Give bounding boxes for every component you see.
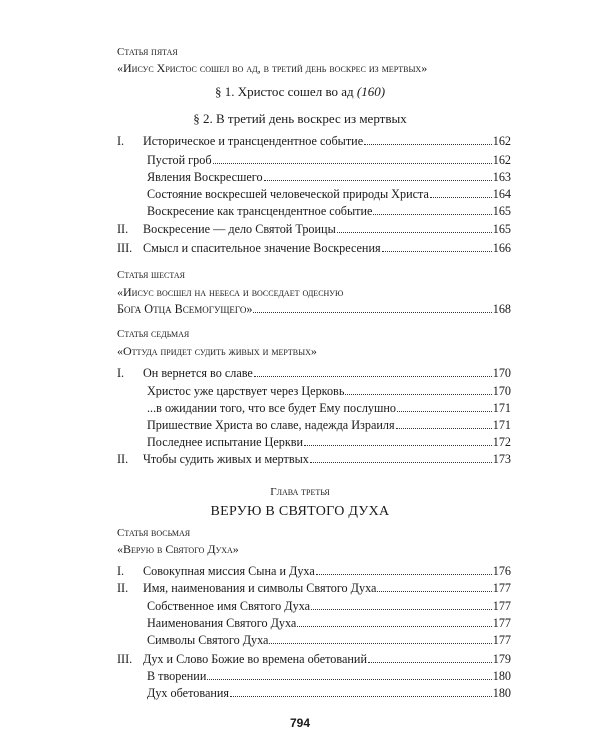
toc-entry[interactable] <box>117 302 511 316</box>
toc-entry-page: 171 <box>492 418 511 432</box>
article-5-title: «Иисус Христос сошел во ад, в третий день воскрес из мертвых» <box>117 61 428 75</box>
toc-entry-title: Символы Святого Духа <box>147 633 269 647</box>
toc-entry-page: 166 <box>492 241 511 255</box>
toc-entry-page: 176 <box>492 564 511 578</box>
dot-leader <box>264 170 492 181</box>
toc-entry-title: В творении <box>147 669 207 683</box>
toc-entry-page: 172 <box>492 435 511 449</box>
toc-subentry[interactable] <box>147 418 511 432</box>
dot-leader <box>382 241 492 252</box>
dot-leader <box>364 134 492 145</box>
toc-entry-page: 173 <box>492 452 511 466</box>
dot-leader <box>373 204 491 215</box>
toc-entry-title: Дух обетования <box>147 686 230 700</box>
toc-subentry[interactable] <box>147 435 511 449</box>
toc-subentry[interactable] <box>147 153 511 167</box>
toc-entry[interactable] <box>117 366 511 380</box>
toc-entry-page: 170 <box>492 384 511 398</box>
toc-entry-number: I. <box>117 134 125 148</box>
toc-entry-number: II. <box>117 452 129 466</box>
toc-entry-page: 177 <box>492 581 511 595</box>
toc-entry-number: III. <box>117 241 133 255</box>
toc-entry-number: I. <box>117 564 125 578</box>
article-8-label: Статья восьмая <box>117 527 191 539</box>
toc-entry-page: 177 <box>492 633 511 647</box>
toc-entry-title: Собственное имя Святого Духа <box>147 599 311 613</box>
toc-entry-title: Историческое и трансцендентное событие <box>143 134 364 148</box>
toc-entry-page: 162 <box>492 134 511 148</box>
chapter-label: Глава третья <box>270 486 330 498</box>
toc-subentry[interactable] <box>147 170 511 184</box>
toc-entry-page: 177 <box>492 616 511 630</box>
toc-entry[interactable] <box>117 581 511 595</box>
toc-entry-title: Последнее испытание Церкви <box>147 435 304 449</box>
dot-leader <box>230 686 492 697</box>
chapter-title: ВЕРУЮ В СВЯТОГО ДУХА <box>210 504 390 519</box>
dot-leader <box>311 599 492 610</box>
toc-entry-title: Воскресение — дело Святой Троицы <box>143 222 336 236</box>
article-7-title: «Оттуда придет судить живых и мертвых» <box>117 344 317 358</box>
toc-entry-number: II. <box>117 222 129 236</box>
toc-entry-title: Совокупная миссия Сына и Духа <box>143 564 315 578</box>
toc-subentry[interactable] <box>147 187 511 201</box>
toc-entry-title: Явления Воскресшего <box>147 170 263 184</box>
toc-entry-page: 179 <box>492 652 511 666</box>
dot-leader <box>310 452 492 463</box>
section-1-title: § 1. Христос сошел во ад <box>214 84 354 99</box>
page-number: 794 <box>289 716 311 730</box>
dot-leader <box>337 222 492 233</box>
article-6-title-line-1: «Иисус восшел на небеса и восседает одесную <box>117 285 344 299</box>
article-6-title-line-2: Бога Отца Всемогущего» <box>117 302 253 316</box>
toc-entry[interactable] <box>117 452 511 466</box>
toc-subentry[interactable] <box>147 669 511 683</box>
toc-entry-page: 177 <box>492 599 511 613</box>
toc-entry-page: 162 <box>492 153 511 167</box>
article-7-label: Статья седьмая <box>117 328 190 340</box>
toc-subentry[interactable] <box>147 616 511 630</box>
dot-leader <box>316 564 492 575</box>
toc-entry-number: I. <box>117 366 125 380</box>
toc-entry-page: 165 <box>492 204 511 218</box>
article-6-label: Статья шестая <box>117 269 185 281</box>
toc-subentry[interactable] <box>147 401 511 415</box>
toc-entry-page: 163 <box>492 170 511 184</box>
toc-entry-title: Имя, наименования и символы Святого Духа <box>143 581 377 595</box>
dot-leader <box>254 366 492 377</box>
dot-leader <box>304 435 492 446</box>
dot-leader <box>368 652 492 663</box>
toc-entry-title: Воскресение как трансцендентное событие <box>147 204 373 218</box>
dot-leader <box>430 187 492 198</box>
toc-entry-title: Пришествие Христа во славе, надежда Израиля <box>147 418 395 432</box>
toc-entry-number: II. <box>117 581 129 595</box>
toc-entry-title: Состояние воскресшей человеческой природы Христа <box>147 187 429 201</box>
toc-entry-page: 180 <box>492 669 511 683</box>
toc-entry-title: Наименования Святого Духа <box>147 616 297 630</box>
article-5-label: Статья пятая <box>117 46 178 58</box>
toc-entry-title: Христос уже царствует через Церковь <box>147 384 345 398</box>
dot-leader <box>297 616 491 627</box>
toc-subentry[interactable] <box>147 204 511 218</box>
toc-entry[interactable] <box>117 134 511 148</box>
toc-entry[interactable] <box>117 652 511 666</box>
toc-entry-title: Чтобы судить живых и мертвых <box>143 452 309 466</box>
section-1-heading <box>0 84 600 100</box>
toc-entry-title: Дух и Слово Божие во времена обетований <box>143 652 367 666</box>
section-2-heading: § 2. В третий день воскрес из мертвых <box>193 111 407 126</box>
toc-entry-page: 180 <box>492 686 511 700</box>
toc-subentry[interactable] <box>147 599 511 613</box>
dot-leader <box>269 633 491 644</box>
toc-entry-number: III. <box>117 652 133 666</box>
toc-entry-title: Он вернется во славе <box>143 366 253 380</box>
article-8-title: «Верую в Святого Духа» <box>117 542 239 556</box>
toc-entry-page: 168 <box>492 302 511 316</box>
section-1-page: (160) <box>356 84 386 99</box>
toc-entry[interactable] <box>117 222 511 236</box>
toc-subentry[interactable] <box>147 633 511 647</box>
toc-entry-page: 171 <box>492 401 511 415</box>
dot-leader <box>397 401 492 412</box>
toc-subentry[interactable] <box>147 384 511 398</box>
toc-entry[interactable] <box>117 564 511 578</box>
dot-leader <box>345 384 491 395</box>
toc-entry-page: 165 <box>492 222 511 236</box>
toc-subentry[interactable] <box>147 686 511 700</box>
toc-entry-title: Пустой гроб <box>147 153 212 167</box>
dot-leader <box>213 153 492 164</box>
toc-entry-page: 164 <box>492 187 511 201</box>
dot-leader <box>377 581 491 592</box>
toc-entry-page: 170 <box>492 366 511 380</box>
dot-leader <box>253 302 491 313</box>
dot-leader <box>207 669 491 680</box>
toc-entry-title: ...в ожидании того, что все будет Ему послушно <box>147 401 397 415</box>
toc-entry-title: Смысл и спасительное значение Воскресения <box>143 241 381 255</box>
dot-leader <box>396 418 492 429</box>
toc-entry[interactable] <box>117 241 511 255</box>
